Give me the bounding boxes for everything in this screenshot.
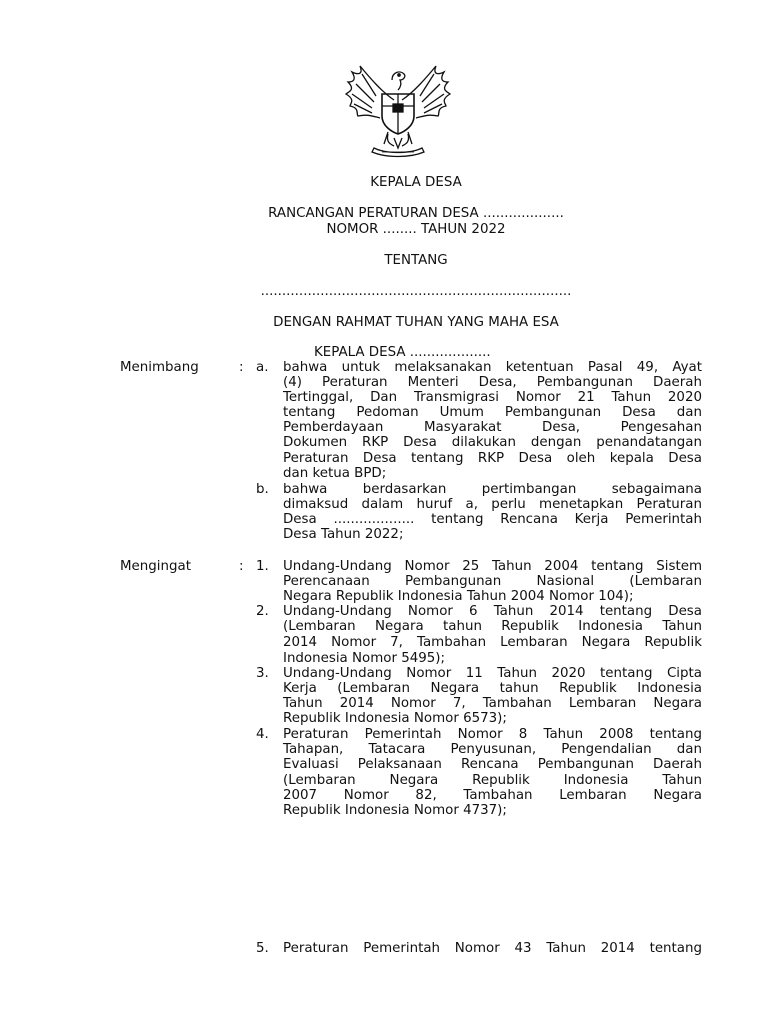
menimbang-label: Menimbang <box>120 360 199 375</box>
text-line: Indonesia Nomor 5495); <box>283 651 446 666</box>
text-line: Undang-Undang Nomor 6 Tahun 2014 tentang Desa <box>283 604 702 619</box>
text-line: Tahapan, Tatacara Penyusunan, Pengendalian dan <box>283 742 702 757</box>
about-heading: TENTANG <box>384 253 448 268</box>
text-line: Dokumen RKP Desa dilakukan dengan penandatangan <box>283 435 702 450</box>
text-line: Peraturan Pemerintah Nomor 43 Tahun 2014 tentang <box>283 941 702 956</box>
menimbang-colon: : <box>239 360 244 375</box>
subject-placeholder: ......................................................................... <box>260 284 572 299</box>
regulation-number-line: NOMOR ........ TAHUN 2022 <box>326 222 506 237</box>
text-line: Tertinggal, Dan Transmigrasi Nomor 21 Tahun 2020 <box>283 390 702 405</box>
text-line: Perencanaan Pembangunan Nasional (Lembaran <box>283 574 702 589</box>
mengingat-item-5-marker: 5. <box>256 941 269 956</box>
document-title: KEPALA DESA <box>370 175 462 190</box>
text-line: Undang-Undang Nomor 25 Tahun 2004 tentang Sistem <box>283 559 702 574</box>
mengingat-item-1-marker: 1. <box>256 559 269 574</box>
text-line: dan ketua BPD; <box>283 466 387 481</box>
menimbang-item-b-marker: b. <box>256 482 269 497</box>
text-line: (Lembaran Negara tahun Republik Indonesia Tahun <box>283 619 702 634</box>
text-line: Tahun 2014 Nomor 7, Tambahan Lembaran Negara <box>283 696 702 711</box>
text-line: 2007 Nomor 82, Tambahan Lembaran Negara <box>283 788 702 803</box>
text-line: Kerja (Lembaran Negara tahun Republik Indonesia <box>283 681 702 696</box>
text-line: dimaksud dalam huruf a, perlu menetapkan Peraturan <box>283 497 702 512</box>
mengingat-item-2-marker: 2. <box>256 604 269 619</box>
mengingat-item-4-marker: 4. <box>256 727 269 742</box>
text-line: Republik Indonesia Nomor 4737); <box>283 803 507 818</box>
text-line: tentang Pedoman Umum Pembangunan Desa dan <box>283 405 702 420</box>
menimbang-item-a-marker: a. <box>256 360 269 375</box>
text-line: bahwa untuk melaksanakan ketentuan Pasal 49, Ayat <box>283 360 702 375</box>
text-line: Desa ................... tentang Rencana Kerja Pemerintah <box>283 512 702 527</box>
text-line: bahwa berdasarkan pertimbangan sebagaimana <box>283 482 702 497</box>
signatory-line: KEPALA DESA ................... <box>314 345 491 360</box>
text-line: Evaluasi Pelaksanaan Rencana Pembangunan Daerah <box>283 757 702 772</box>
draft-regulation-line: RANCANGAN PERATURAN DESA ................... <box>268 206 564 221</box>
text-line: Pemberdayaan Masyarakat Desa, Pengesahan <box>283 420 702 435</box>
mengingat-colon: : <box>239 559 244 574</box>
blessing-line: DENGAN RAHMAT TUHAN YANG MAHA ESA <box>273 315 559 330</box>
text-line: Peraturan Desa tentang RKP Desa oleh kepala Desa <box>283 451 702 466</box>
text-line: (Lembaran Negara Republik Indonesia Tahun <box>283 773 702 788</box>
text-line: Desa Tahun 2022; <box>283 527 404 542</box>
text-line: Undang-Undang Nomor 11 Tahun 2020 tentang Cipta <box>283 666 702 681</box>
text-line: Peraturan Pemerintah Nomor 8 Tahun 2008 tentang <box>283 727 702 742</box>
mengingat-label: Mengingat <box>120 559 191 574</box>
mengingat-item-3-marker: 3. <box>256 666 269 681</box>
text-line: Negara Republik Indonesia Tahun 2004 Nomor 104); <box>283 589 634 604</box>
text-line: Republik Indonesia Nomor 6573); <box>283 711 507 726</box>
text-line: (4) Peraturan Menteri Desa, Pembangunan Daerah <box>283 375 702 390</box>
text-line: 2014 Nomor 7, Tambahan Lembaran Negara Republik <box>283 635 702 650</box>
garuda-emblem-icon <box>342 60 454 160</box>
